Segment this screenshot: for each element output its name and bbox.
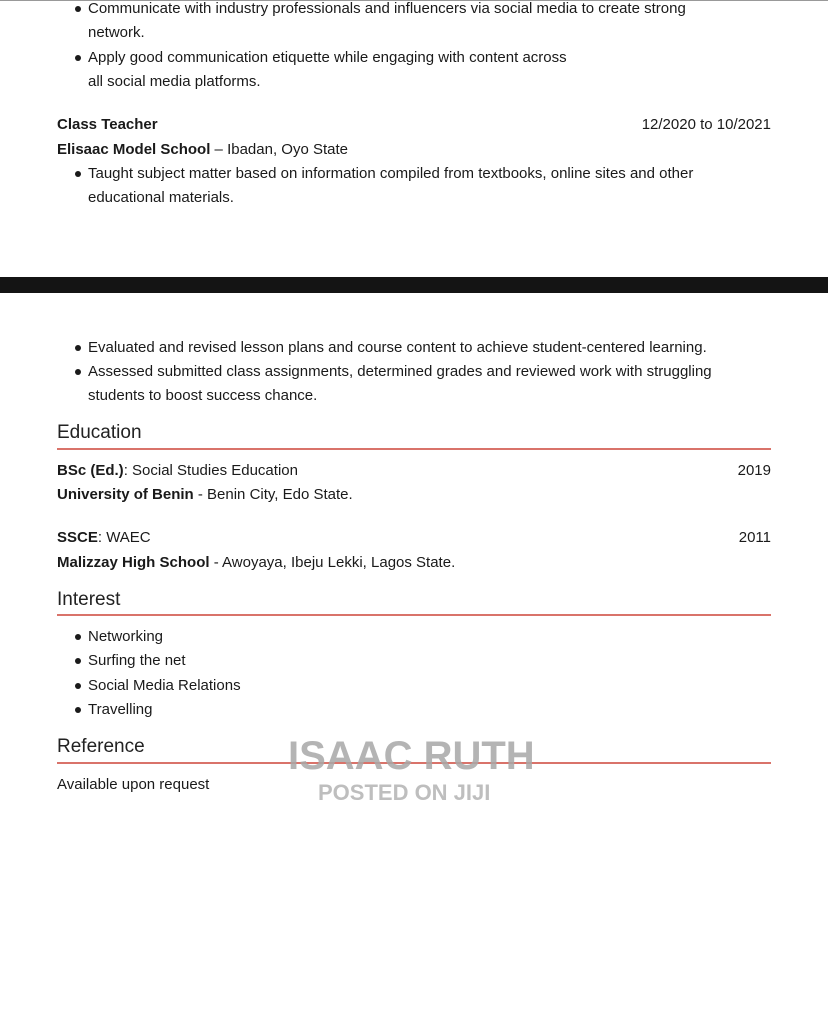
list-item: Communicate with industry professionals and influencers via social media to create strong network.: [88, 0, 768, 45]
watermark-name: ISAAC RUTH: [288, 734, 535, 778]
resume-page-bottom: [0, 293, 828, 1035]
job-employer-line: [57, 141, 348, 158]
education-entry-degree: BSc (Ed.): Social Studies Education: [57, 462, 298, 479]
section-title-reference: Reference: [57, 736, 145, 757]
section-rule: [57, 448, 771, 450]
list-item: Travelling: [88, 698, 768, 722]
list-item: Surfing the net: [88, 649, 768, 673]
reference-text: Available upon request: [57, 776, 210, 793]
job-dates: 12/2020 to 10/2021: [641, 116, 771, 133]
job-title: Class Teacher: [57, 116, 158, 133]
education-entry-school: University of Benin - Benin City, Edo State.: [57, 486, 353, 503]
education-entry-school: Malizzay High School - Awoyaya, Ibeju Lekki, Lagos State.: [57, 554, 456, 571]
page-divider: [0, 277, 828, 293]
watermark-subtitle: POSTED ON JIJI: [318, 780, 491, 805]
section-title-interest: Interest: [57, 589, 121, 610]
list-item: Apply good communication etiquette while engaging with content across all social media platforms.: [88, 46, 768, 94]
education-entry-degree: SSCE: WAEC: [57, 529, 151, 546]
section-title-education: Education: [57, 422, 142, 443]
employer-name: Elisaac Model School: [57, 141, 211, 158]
list-item: Evaluated and revised lesson plans and course content to achieve student-centered learning.: [88, 336, 768, 360]
list-item: Social Media Relations: [88, 674, 768, 698]
list-item: Taught subject matter based on information compiled from textbooks, online sites and other educational materials.: [88, 162, 768, 210]
section-rule: [57, 614, 771, 616]
list-item: Assessed submitted class assignments, determined grades and reviewed work with struggling students to boost success chance.: [88, 360, 768, 408]
resume-page-top: [0, 0, 828, 277]
employer-location: – Ibadan, Oyo State: [210, 141, 348, 158]
education-year: 2019: [737, 462, 771, 479]
education-year: 2011: [738, 529, 771, 546]
list-item: Networking: [88, 625, 768, 649]
